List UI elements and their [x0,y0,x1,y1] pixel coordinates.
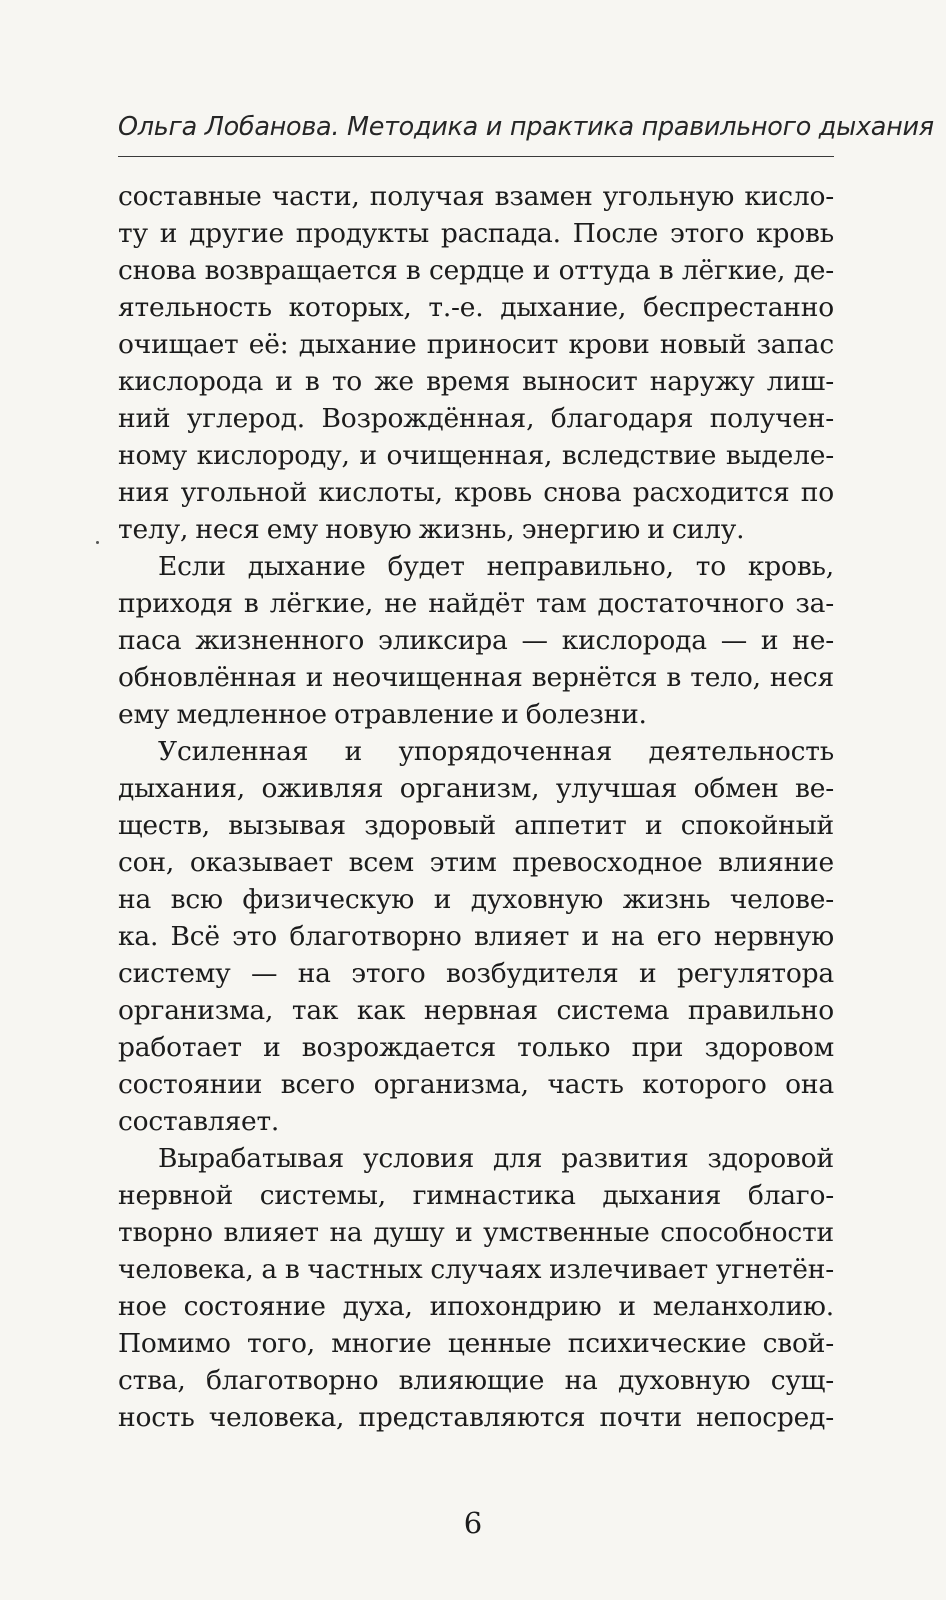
print-speck [96,541,99,544]
text-line: состоянии всего организма, часть которого она [118,1069,834,1100]
body-text [118,178,834,1436]
text-line: снова возвращается в сердце и оттуда в лёгкие, де- [118,255,834,286]
text-line: ства, благотворно влияющие на духовную сущ- [118,1365,834,1396]
text-line: ятельность которых, т.-е. дыхание, беспрестанно [118,292,834,323]
text-line: очищает её: дыхание приносит крови новый запас [118,329,834,360]
text-line: ному кислороду, и очищенная, вследствие выделе- [118,440,834,471]
text-line: ность человека, представляются почти непосред- [118,1402,834,1433]
text-line: телу, неся ему новую жизнь, энергию и силу. [118,514,745,545]
text-line: обновлённая и неочищенная вернётся в тело, неся [118,662,834,693]
text-line: на всю физическую и духовную жизнь челове- [118,884,834,915]
paragraph-first-line: Усиленная и упорядоченная деятельность [158,736,834,767]
paragraph-first-line: Вырабатывая условия для развития здоровой [158,1143,834,1174]
text-line: ное состояние духа, ипохондрию и меланхолию. [118,1291,834,1322]
text-line: нервной системы, гимнастика дыхания благо- [118,1180,834,1211]
text-line: паса жизненного эликсира — кислорода — и не- [118,625,834,656]
text-line: кислорода и в то же время выносит наружу лиш- [118,366,834,397]
text-line: составные части, получая взамен угольную кисло- [118,181,834,212]
text-line: сон, оказывает всем этим превосходное влияние [118,847,834,878]
text-line: организма, так как нервная система правильно [118,995,834,1026]
text-line: приходя в лёгкие, не найдёт там достаточного за- [118,588,834,619]
running-header [118,108,934,157]
paragraph-first-line: Если дыхание будет неправильно, то кровь, [158,551,834,582]
running-title: Ольга Лобанова. Методика и практика правильного дыхания [118,112,934,142]
text-line: творно влияет на душу и умственные способности [118,1217,834,1248]
page-number: 6 [463,1506,483,1540]
text-line: ту и другие продукты распада. После этого кровь [118,218,834,249]
text-line: ния угольной кислоты, кровь снова расходится по [118,477,834,508]
text-line: ний углерод. Возрождённая, благодаря получен- [118,403,834,434]
text-line: составляет. [118,1106,280,1137]
text-line: дыхания, оживляя организм, улучшая обмен ве- [118,773,834,804]
text-line: ществ, вызывая здоровый аппетит и спокойный [118,810,834,841]
text-line: ему медленное отравление и болезни. [118,699,647,730]
text-line: ка. Всё это благотворно влияет и на его нервную [118,921,834,952]
text-line: систему — на этого возбудителя и регулятора [118,958,834,989]
text-line: человека, а в частных случаях излечивает угнетён- [118,1254,834,1285]
text-line: Помимо того, многие ценные психические свой- [118,1328,834,1359]
text-line: работает и возрождается только при здоровом [118,1032,834,1063]
